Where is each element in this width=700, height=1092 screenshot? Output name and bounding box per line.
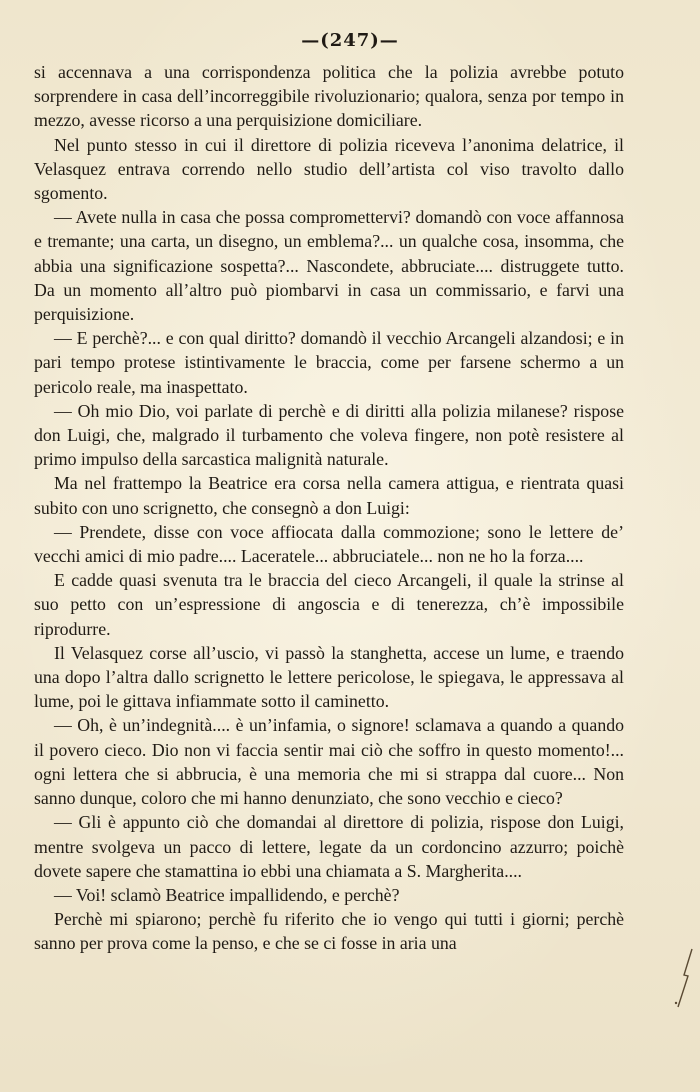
paragraph: si accennava a una corrispondenza politica che la polizia avrebbe potuto sorprendere in casa dell’incorreggibile rivoluzionario; qualora, senza por tempo in mezzo, avesse ricorso a una perquisizione domiciliare. [34, 62, 624, 131]
paragraph: — Avete nulla in casa che possa compromettervi? domandò con voce affannosa e tremante; una carta, un disegno, un emblema?... un qualche cosa, insomma, che abbia una significazione sospetta?... Nascondete, abbruciate.... distruggete tutto. Da un momento all’altro può piombarvi in casa un commissario, e farvi una perquisizione. [34, 207, 624, 325]
paragraph: — E perchè?... e con qual diritto? domandò il vecchio Arcangeli alzandosi; e in pari tempo protese istintivamente le braccia, come per farsene schermo a un pericolo reale, ma inaspettato. [34, 328, 624, 397]
paragraph: Perchè mi spiarono; perchè fu riferito che io vengo qui tutti i giorni; perchè sanno per prova come la penso, e che se ci fosse in aria una [34, 909, 624, 954]
paragraph: Nel punto stesso in cui il direttore di polizia riceveva l’anonima delatrice, il Velasquez entrava correndo nello studio dell’artista col viso travolto dallo sgomento. [34, 134, 624, 204]
paragraph: — Prendete, disse con voce affiocata dalla commozione; sono le lettere de’ vecchi amici di mio padre.... Laceratele... abbruciatele... non ne ho la forza.... [34, 521, 624, 567]
page-number: —(247)— [301, 30, 399, 51]
paragraph: E cadde quasi svenuta tra le braccia del cieco Arcangeli, il quale la strinse al suo petto con un’espressione di angoscia e di tenerezza, ch’è impossibile riprodurre. [34, 570, 624, 639]
paragraph: — Voi! sclamò Beatrice impallidendo, e perchè? [54, 884, 400, 905]
margin-ink-mark [670, 945, 696, 1015]
paragraph: — Oh, è un’indegnità.... è un’infamia, o signore! sclamava a quando a quando il povero cieco. Dio non vi faccia sentir mai ciò che soffro in questo momento!... ogni lettera che si abbrucia, è una memoria che mi si strappa dal cuore... Non sanno dunque, coloro che mi hanno denunziato, che sono vecchio e cieco? [34, 715, 624, 809]
paragraph: Il Velasquez corse all’uscio, vi passò la stanghetta, accese un lume, e traendo una dopo l’altra dallo scrignetto le lettere pericolose, le spiegava, le appressava al lume, poi le gittava infiammate sotto il caminetto. [34, 642, 624, 712]
paragraph: Ma nel frattempo la Beatrice era corsa nella camera attigua, e rientrata quasi subito con uno scrignetto, che consegnò a don Luigi: [34, 473, 624, 518]
paragraph: — Oh mio Dio, voi parlate di perchè e di diritti alla polizia milanese? rispose don Luigi, che, malgrado il turbamento che voleva fingere, non potè resistere al primo impulso della sarcastica malignità naturale. [34, 400, 624, 470]
paragraph: — Gli è appunto ciò che domandai al direttore di polizia, rispose don Luigi, mentre svolgeva un pacco di lettere, legate da un cordoncino azzurro; poichè dovete sapere che stamattina io ebbi una chiamata a S. Margherita.... [34, 812, 624, 881]
body-text [34, 60, 624, 956]
